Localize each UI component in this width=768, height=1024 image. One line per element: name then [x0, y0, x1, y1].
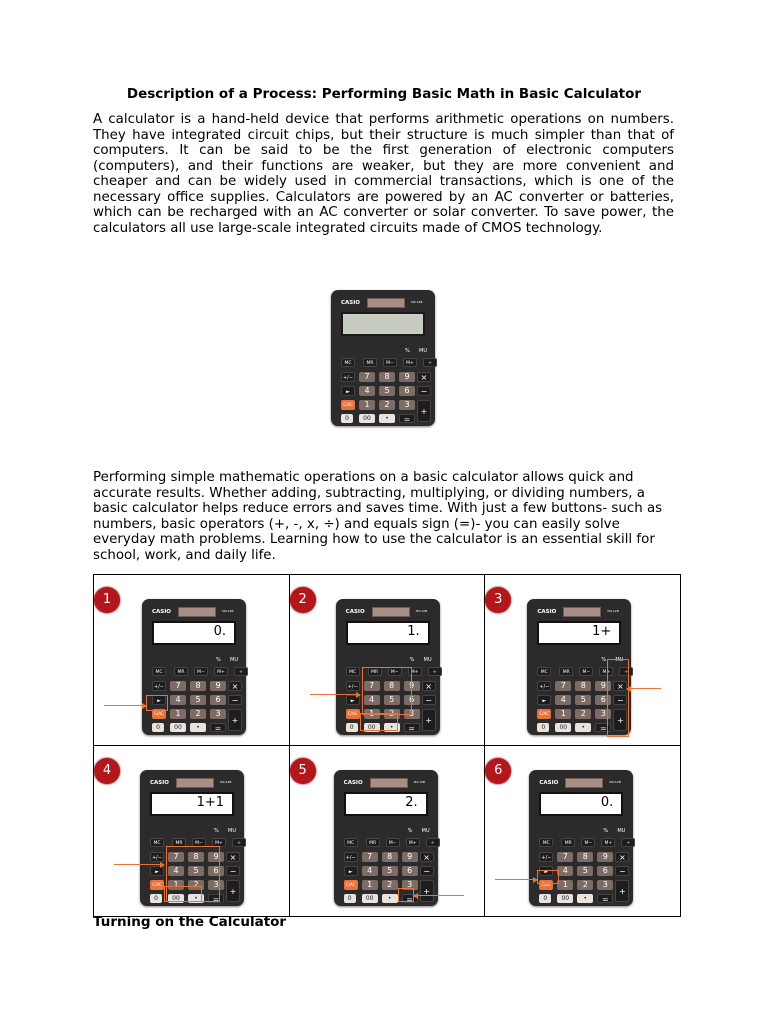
calculator-key: MR	[368, 667, 382, 676]
calculator-key: 0	[341, 414, 353, 423]
calculator-key: 8	[379, 372, 395, 382]
calculator-key: M+	[403, 358, 417, 367]
calculator-body	[334, 770, 438, 906]
calculator-key: ÷	[428, 667, 442, 676]
calculator-key: MC	[344, 838, 358, 847]
highlight-box	[164, 886, 202, 902]
calculator-key: 7	[168, 852, 184, 862]
calculator-key: 8	[382, 852, 398, 862]
solar-panel	[176, 778, 214, 788]
calculator-body	[331, 290, 435, 426]
calculator-display	[341, 312, 425, 336]
calculator-brand: CASIO	[150, 780, 169, 786]
calculator-model: MX-12B	[222, 609, 234, 613]
calculator-key: 4	[362, 866, 378, 876]
calculator-key: 7	[557, 852, 573, 862]
key-label: %	[603, 828, 609, 834]
step-number-badge: 2	[290, 587, 316, 613]
calculator-key: M−	[579, 667, 593, 676]
calculator-key: 6	[399, 386, 415, 396]
calculator-key: 6	[208, 866, 224, 876]
key-label: %	[407, 828, 413, 834]
calculator-key: MC	[150, 838, 164, 847]
calculator-key: ►	[346, 695, 360, 705]
calculator-key: 00	[555, 723, 571, 732]
calculator-key: 9	[210, 681, 226, 691]
calculator-key: 1	[362, 880, 378, 890]
calculator-key: M−	[581, 838, 595, 847]
calculator-key: ×	[613, 681, 627, 691]
calculator-key: M+	[599, 667, 613, 676]
calculator-key: 1	[364, 709, 380, 719]
calculator-key: 0	[152, 723, 164, 732]
highlight-box	[360, 713, 398, 731]
calculator-key: 3	[402, 880, 418, 890]
calculator-key: +/−	[152, 681, 166, 691]
calculator-key: ×	[420, 852, 434, 862]
calculator-key: C/AC	[150, 880, 164, 890]
calculator-key: 6	[402, 866, 418, 876]
key-label: MU	[423, 657, 432, 663]
calculator-key: +	[613, 709, 627, 731]
calculator-key: 9	[402, 852, 418, 862]
calculator-key: 5	[379, 386, 395, 396]
calculator-key: MC	[537, 667, 551, 676]
calculator-key: MR	[561, 838, 575, 847]
solar-panel	[565, 778, 603, 788]
calculator-display	[344, 792, 428, 816]
calculator-display	[150, 792, 234, 816]
calculator-key: C/AC	[537, 709, 551, 719]
calculator-key: 4	[555, 695, 571, 705]
process-paragraph: Performing simple mathematic operations on a basic calculator allows quick and accurate results. Whether adding, subtracting, multiplying, or dividing numbers, a basic calculator helps reduce errors and saves time. With just a few buttons- such as numbers, basic operators (+, -, x, ÷) and equals sign (=)- you can easily solve everyday math problems. Learning how to use the calculator is an essential skill for school, work, and daily life.	[93, 470, 663, 563]
calculator-key: ÷	[232, 838, 246, 847]
pointer-arrow	[414, 895, 464, 896]
calculator-key: +	[615, 880, 629, 902]
solar-panel	[372, 607, 410, 617]
calculator-key: −	[613, 695, 627, 705]
pointer-arrow	[114, 864, 164, 865]
calculator-key: 7	[555, 681, 571, 691]
calculator-key: =	[404, 723, 420, 732]
step-number-badge: 3	[485, 587, 511, 613]
calculator-key: 7	[362, 852, 378, 862]
calculator-key: 2	[384, 709, 400, 719]
calculator-key: M−	[192, 838, 206, 847]
calculator-body	[529, 770, 633, 906]
key-label: MU	[421, 828, 430, 834]
calculator-key: 3	[208, 880, 224, 890]
calculator-key: 2	[188, 880, 204, 890]
calculator-key: −	[417, 386, 431, 396]
highlight-box	[607, 659, 629, 737]
calculator-key: •	[379, 414, 395, 423]
calculator-key: 9	[208, 852, 224, 862]
calculator-key: MC	[539, 838, 553, 847]
calculator-key: 7	[170, 681, 186, 691]
calculator-key: 1	[555, 709, 571, 719]
calculator-key: 5	[188, 866, 204, 876]
pointer-arrow	[627, 688, 661, 689]
display-value: 0.	[600, 795, 614, 810]
calculator-key: +/−	[344, 852, 358, 862]
step-cell-5	[289, 746, 485, 917]
calculator-key: 4	[168, 866, 184, 876]
solar-panel	[367, 298, 405, 308]
calculator-key: =	[399, 414, 415, 423]
calculator-key: 1	[170, 709, 186, 719]
calculator-key: C/AC	[341, 400, 355, 410]
calculator-key: C/AC	[539, 880, 553, 890]
calculator-key: 5	[577, 866, 593, 876]
key-label: %	[216, 657, 221, 663]
step-number-badge: 6	[485, 758, 511, 784]
calculator-model: MX-12B	[415, 609, 428, 613]
calculator-key: 00	[170, 723, 186, 732]
calculator-key: 00	[557, 894, 573, 903]
calculator-model: MX-12B	[411, 300, 423, 304]
calculator-brand: CASIO	[539, 780, 559, 786]
calculator-display	[537, 621, 621, 645]
step-number-badge: 1	[94, 587, 120, 613]
calculator-display	[539, 792, 623, 816]
calculator-key: M+	[212, 838, 226, 847]
calculator-key: MR	[174, 667, 188, 676]
calculator-key: MC	[152, 667, 166, 676]
calculator-key: 0	[346, 723, 358, 732]
key-label: MU	[617, 828, 626, 834]
key-label: %	[601, 657, 607, 663]
highlight-box	[537, 870, 559, 884]
calculator-key: ►	[150, 866, 164, 876]
calculator-key: M+	[601, 838, 615, 847]
document-title: Description of a Process: Performing Basic Math in Basic Calculator	[126, 86, 642, 102]
pointer-arrow	[104, 705, 146, 706]
calculator-key: 0	[537, 723, 549, 732]
calculator-key: ►	[152, 695, 166, 705]
calculator-key: M−	[386, 838, 400, 847]
step-cell-3	[485, 575, 681, 746]
calculator-key: MR	[172, 838, 186, 847]
calculator-key: −	[226, 866, 240, 876]
calculator-display	[152, 621, 236, 645]
calculator-key: ÷	[426, 838, 440, 847]
step-cell-1	[94, 575, 290, 746]
calculator-key: +	[228, 709, 242, 731]
calculator-key: −	[228, 695, 242, 705]
step-number-badge: 5	[290, 758, 316, 784]
calculator-key: MR	[366, 838, 380, 847]
calculator-key: 3	[595, 709, 611, 719]
calculator-key: •	[577, 894, 593, 903]
solar-panel	[563, 607, 601, 617]
calculator-key: M−	[383, 358, 397, 367]
calculator-key: 4	[359, 386, 375, 396]
calculator-key: M−	[194, 667, 208, 676]
calculator-key: 2	[382, 880, 398, 890]
calculator-key: 5	[382, 866, 398, 876]
calculator-key: 8	[188, 852, 204, 862]
calculator-key: 5	[384, 695, 400, 705]
calculator-key: +/−	[150, 852, 164, 862]
calculator-body	[142, 599, 246, 735]
calculator-key: 9	[597, 852, 613, 862]
calculator-brand: CASIO	[345, 609, 365, 615]
calculator-key: 00	[362, 894, 378, 903]
step-cell-4	[94, 746, 290, 917]
pointer-arrow	[310, 694, 360, 695]
display-value: 1+1	[196, 795, 224, 810]
key-label: %	[214, 828, 219, 834]
calculator-key: +	[226, 880, 240, 902]
calculator-key: 2	[577, 880, 593, 890]
calculator-key: 9	[404, 681, 420, 691]
calculator-key: 8	[190, 681, 206, 691]
step-cell-6	[485, 746, 681, 917]
step-number-badge: 4	[94, 758, 120, 784]
display-value: 1.	[407, 624, 420, 639]
calculator-key: ×	[228, 681, 242, 691]
calculator-key: 7	[359, 372, 375, 382]
calculator-key: •	[384, 723, 400, 732]
calculator-key: 00	[168, 894, 184, 903]
calculator-key: −	[422, 695, 436, 705]
display-value: 1+	[592, 624, 612, 639]
calculator-key: 4	[557, 866, 573, 876]
calculator-key: +/−	[341, 372, 355, 382]
pointer-arrow	[495, 879, 537, 880]
calculator-model: MX-12B	[413, 780, 426, 784]
calculator-key: 6	[210, 695, 226, 705]
calculator-brand: CASIO	[343, 780, 363, 786]
solar-panel	[178, 607, 216, 617]
calculator-brand: CASIO	[152, 609, 171, 615]
calculator-key: 6	[597, 866, 613, 876]
calculator-key: ►	[344, 866, 358, 876]
calculator-key: M+	[408, 667, 422, 676]
calculator-key: 5	[190, 695, 206, 705]
calculator-key: =	[597, 894, 613, 903]
calculator-key: 2	[190, 709, 206, 719]
calculator-key: +	[417, 400, 431, 422]
calculator-key: ×	[422, 681, 436, 691]
calculator-key: 0	[344, 894, 356, 903]
calculator-brand: CASIO	[341, 300, 360, 306]
calculator-key: 4	[170, 695, 186, 705]
calculator-key: ÷	[234, 667, 248, 676]
calculator-key: 1	[168, 880, 184, 890]
calculator-key: C/AC	[344, 880, 358, 890]
highlight-box	[398, 888, 414, 902]
calculator-key: 8	[384, 681, 400, 691]
calculator-key: •	[190, 723, 206, 732]
calculator-key: 6	[595, 695, 611, 705]
calculator-key: 0	[539, 894, 551, 903]
calculator-model: MX-12B	[220, 780, 232, 784]
calculator-key: 00	[359, 414, 375, 423]
calculator-key: ÷	[621, 838, 635, 847]
calculator-key: 1	[557, 880, 573, 890]
calculator-key: ÷	[423, 358, 437, 367]
calculator-key: 3	[404, 709, 420, 719]
calculator-key: 0	[150, 894, 162, 903]
calculator-key: 7	[364, 681, 380, 691]
calculator-key: −	[420, 866, 434, 876]
intro-paragraph: A calculator is a hand-held device that performs arithmetic operations on numbers. They have integrated circuit chips, but their structure is much simpler than that of computers. It can be said to be the first generation of electronic computers (computers), and their functions are weaker, but they are more convenient and cheaper and can be widely used in commercial transactions, which is one of the necessary office supplies. Calculators are powered by an AC converter or batteries, which can be recharged with an AC converter or solar converter. To save power, the calculators all use large-scale integrated circuits made of CMOS technology.	[93, 112, 674, 236]
calculator-key: ×	[615, 852, 629, 862]
key-label: MU	[615, 657, 624, 663]
calculator-key: 3	[399, 400, 415, 410]
calculator-key: 2	[379, 400, 395, 410]
highlight-box	[362, 667, 412, 715]
calculator-key: +/−	[539, 852, 553, 862]
calculator-key: C/AC	[152, 709, 166, 719]
calculator-key: •	[382, 894, 398, 903]
section-heading: Turning on the Calculator	[93, 914, 287, 930]
calculator-key: •	[188, 894, 204, 903]
calculator-key: +/−	[346, 681, 360, 691]
highlight-box	[146, 695, 168, 711]
calculator-key: 9	[595, 681, 611, 691]
calculator-key: 5	[575, 695, 591, 705]
calculator-key: •	[575, 723, 591, 732]
calculator-key: ×	[417, 372, 431, 382]
calculator-key: C/AC	[346, 709, 360, 719]
calculator-key: =	[210, 723, 226, 732]
calculator-key: M−	[388, 667, 402, 676]
calculator-key: MR	[363, 358, 377, 367]
key-label: %	[409, 657, 415, 663]
calculator-key: 3	[597, 880, 613, 890]
calculator-key: M+	[406, 838, 420, 847]
calculator-key: 4	[364, 695, 380, 705]
calculator-key: 8	[577, 852, 593, 862]
calculator-key: 3	[210, 709, 226, 719]
steps-grid	[93, 574, 681, 917]
solar-panel	[370, 778, 408, 788]
calculator-key: 2	[575, 709, 591, 719]
calculator-key: ÷	[619, 667, 633, 676]
calculator-key: ►	[537, 695, 551, 705]
calculator-key: 6	[404, 695, 420, 705]
key-label: MU	[228, 828, 236, 834]
calculator-key: 1	[359, 400, 375, 410]
calculator-key: MC	[341, 358, 355, 367]
calculator-key: ×	[226, 852, 240, 862]
calculator-key: 00	[364, 723, 380, 732]
calculator-key: ►	[539, 866, 553, 876]
calculator-key: =	[402, 894, 418, 903]
calculator-key: 8	[575, 681, 591, 691]
key-label: MU	[230, 657, 238, 663]
calculator-key: =	[208, 894, 224, 903]
calculator-key: =	[595, 723, 611, 732]
key-label: MU	[419, 348, 427, 354]
calculator-brand: CASIO	[537, 609, 557, 615]
calculator-model: MX-12B	[607, 609, 619, 613]
calculator-key: +	[420, 880, 434, 902]
calculator-model: MX-12B	[609, 780, 621, 784]
calculator-key: M+	[214, 667, 228, 676]
calculator-key: MC	[346, 667, 360, 676]
calculator-key: 9	[399, 372, 415, 382]
step-cell-2	[289, 575, 485, 746]
calculator-key: MR	[559, 667, 573, 676]
calculator-key: +/−	[537, 681, 551, 691]
calculator-key: ►	[341, 386, 355, 396]
calculator-display	[346, 621, 430, 645]
calculator-key: +	[422, 709, 436, 731]
display-value: 2.	[405, 795, 418, 810]
key-label: %	[405, 348, 410, 354]
calculator-key: −	[615, 866, 629, 876]
display-value: 0.	[213, 624, 226, 639]
